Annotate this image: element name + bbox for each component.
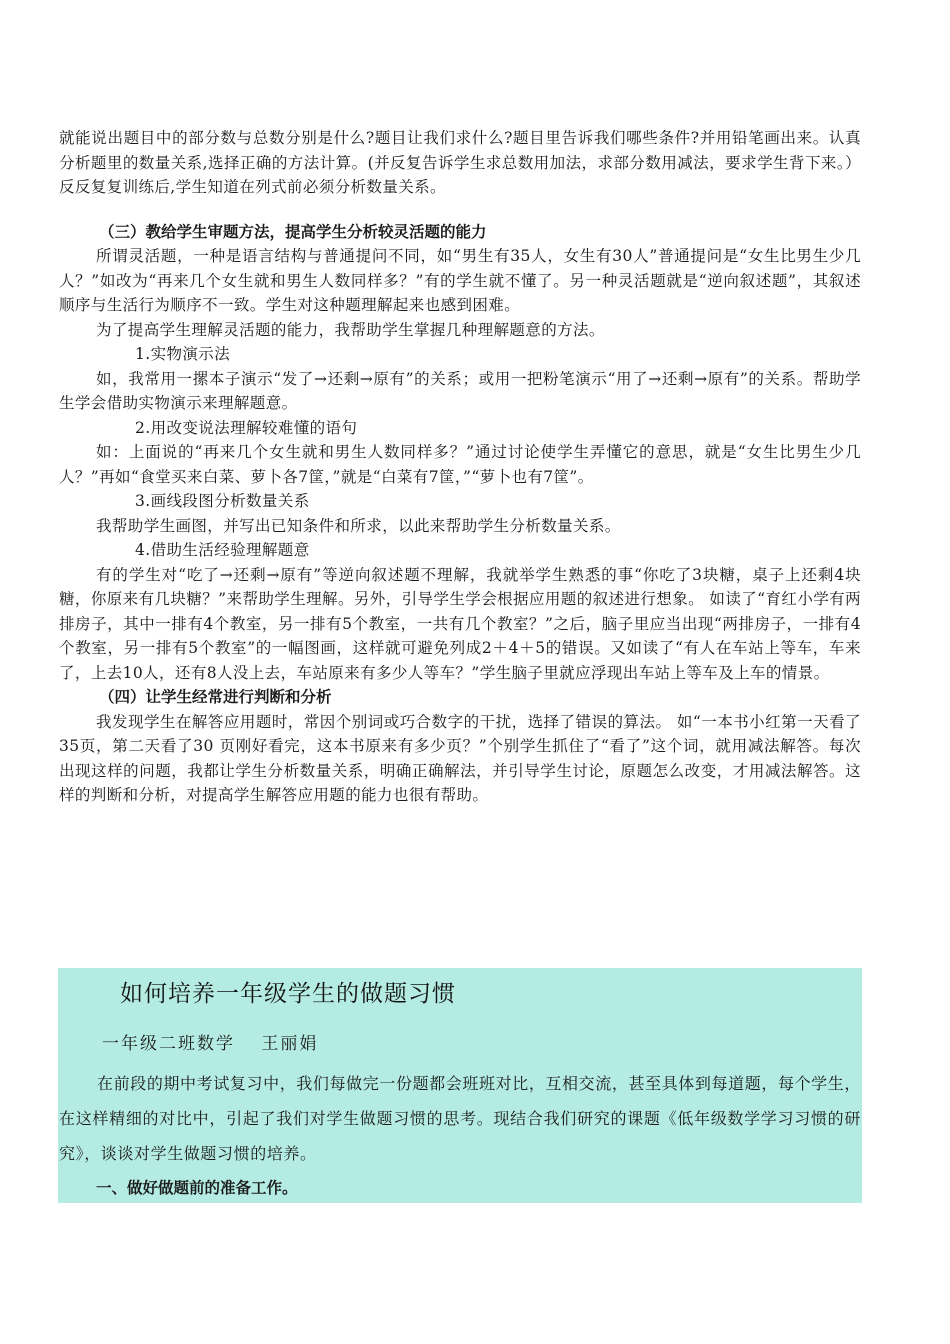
article-body: 在前段的期中考试复习中，我们每做完一份题都会班班对比，互相交流，甚至具体到每道题，每个学生，在这样精细的对比中，引起了我们对学生做题习惯的思考。现结合我们研究的课题《低年级数学学习习惯的研究》，谈谈对学生做题习惯的培养。 xyxy=(59,1074,861,1163)
method1-text: 如，我常用一摞本子演示“发了→还剩→原有”的关系；或用一把粉笔演示“用了→还剩→原有”的关系。帮助学生学会借助实物演示来理解题意。 xyxy=(59,369,861,412)
article-title: 如何培养一年级学生的做题习惯 xyxy=(120,981,456,1007)
method2-text: 如：上面说的“再来几个女生就和男生人数同样多？”通过讨论使学生弄懂它的意思，就是“女生比男生少几人？”再如“食堂买来白菜、萝卜各7筐，”就是“白菜有7筐，”“萝卜也有7筐”。 xyxy=(59,443,861,486)
method1-title: 1.实物演示法 xyxy=(135,345,231,363)
section3-paragraph-2: 为了提高学生理解灵活题的能力，我帮助学生掌握几种理解题意的方法。 xyxy=(96,320,605,339)
section3-paragraph-1: 所谓灵活题，一种是语言结构与普通提问不同，如“男生有35人，女生有30人”普通提问是“女生比男生少几人？”如改为“再来几个女生就和男生人数同样多？”有的学生就不懂了。另一种灵活题就是“逆向叙述题”，其叙述顺序与生活行为顺序不一致。学生对这种题理解起来也感到困难。 xyxy=(59,247,861,314)
section4-paragraph-1: 我发现学生在解答应用题时，常因个别词或巧合数字的干扰，选择了错误的算法。 如“一本书小红第一天看了35页，第二天看了30 页刚好看完，这本书原来有多少页？”个别学生抓住了“看了”这个词，就用减法解答。每次出现这样的问题，我都让学生分析数量关系，明确正确解法，并引导学生讨论，原题怎么改变，才用减法解答。这样的判断和分析，对提高学生解答应用题的能力也很有帮助。 xyxy=(59,712,861,804)
method4-text: 有的学生对“吃了→还剩→原有”等逆向叙述题不理解，我就举学生熟悉的事“你吃了3块糖，桌子上还剩4块糖，你原来有几块糖？”来帮助学生理解。另外，引导学生学会根据应用题的叙述进行想象。 如读了“育红小学有两排房子，其中一排有4个教室，另一排有5个教室，一共有几个教室？”之后，脑子里应当出现“两排房子，一排有4个教室，另一排有5个教室”的一幅图画，这样就可避免列成2＋4＋5的错误。又如读了“有人在车站上等车，车来了，上去10人，还有8人没上去，车站原来有多少人等车？”学生脑子里就应浮现出车站上等车及上车的情景。 xyxy=(59,565,861,682)
section4-heading: （四）让学生经常进行判断和分析 xyxy=(99,687,332,706)
intro-paragraph: 就能说出题目中的部分数与总数分别是什么?题目让我们求什么?题目里告诉我们哪些条件?并用铅笔画出来。认真分析题里的数量关系,选择正确的方法计算。(并反复告诉学生求总数用加法，求部分数用减法，要求学生背下来。）反反复复训练后,学生知道在列式前必须分析数量关系。 xyxy=(59,129,861,196)
method3-text: 我帮助学生画图，并写出已知条件和所求，以此来帮助学生分析数量关系。 xyxy=(96,516,621,535)
method2-title: 2.用改变说法理解较难懂的语句 xyxy=(135,418,358,437)
section3-heading: （三）教给学生审题方法，提高学生分析较灵活题的能力 xyxy=(99,221,487,241)
document-upper-text xyxy=(59,126,861,808)
article-section1-heading: 一、做好做题前的准备工作。 xyxy=(96,1179,298,1197)
method3-title: 3.画线段图分析数量关系 xyxy=(135,492,310,510)
method4-title: 4.借助生活经验理解题意 xyxy=(135,541,310,559)
article-author: 一年级二班数学 王丽娟 xyxy=(102,1034,319,1054)
